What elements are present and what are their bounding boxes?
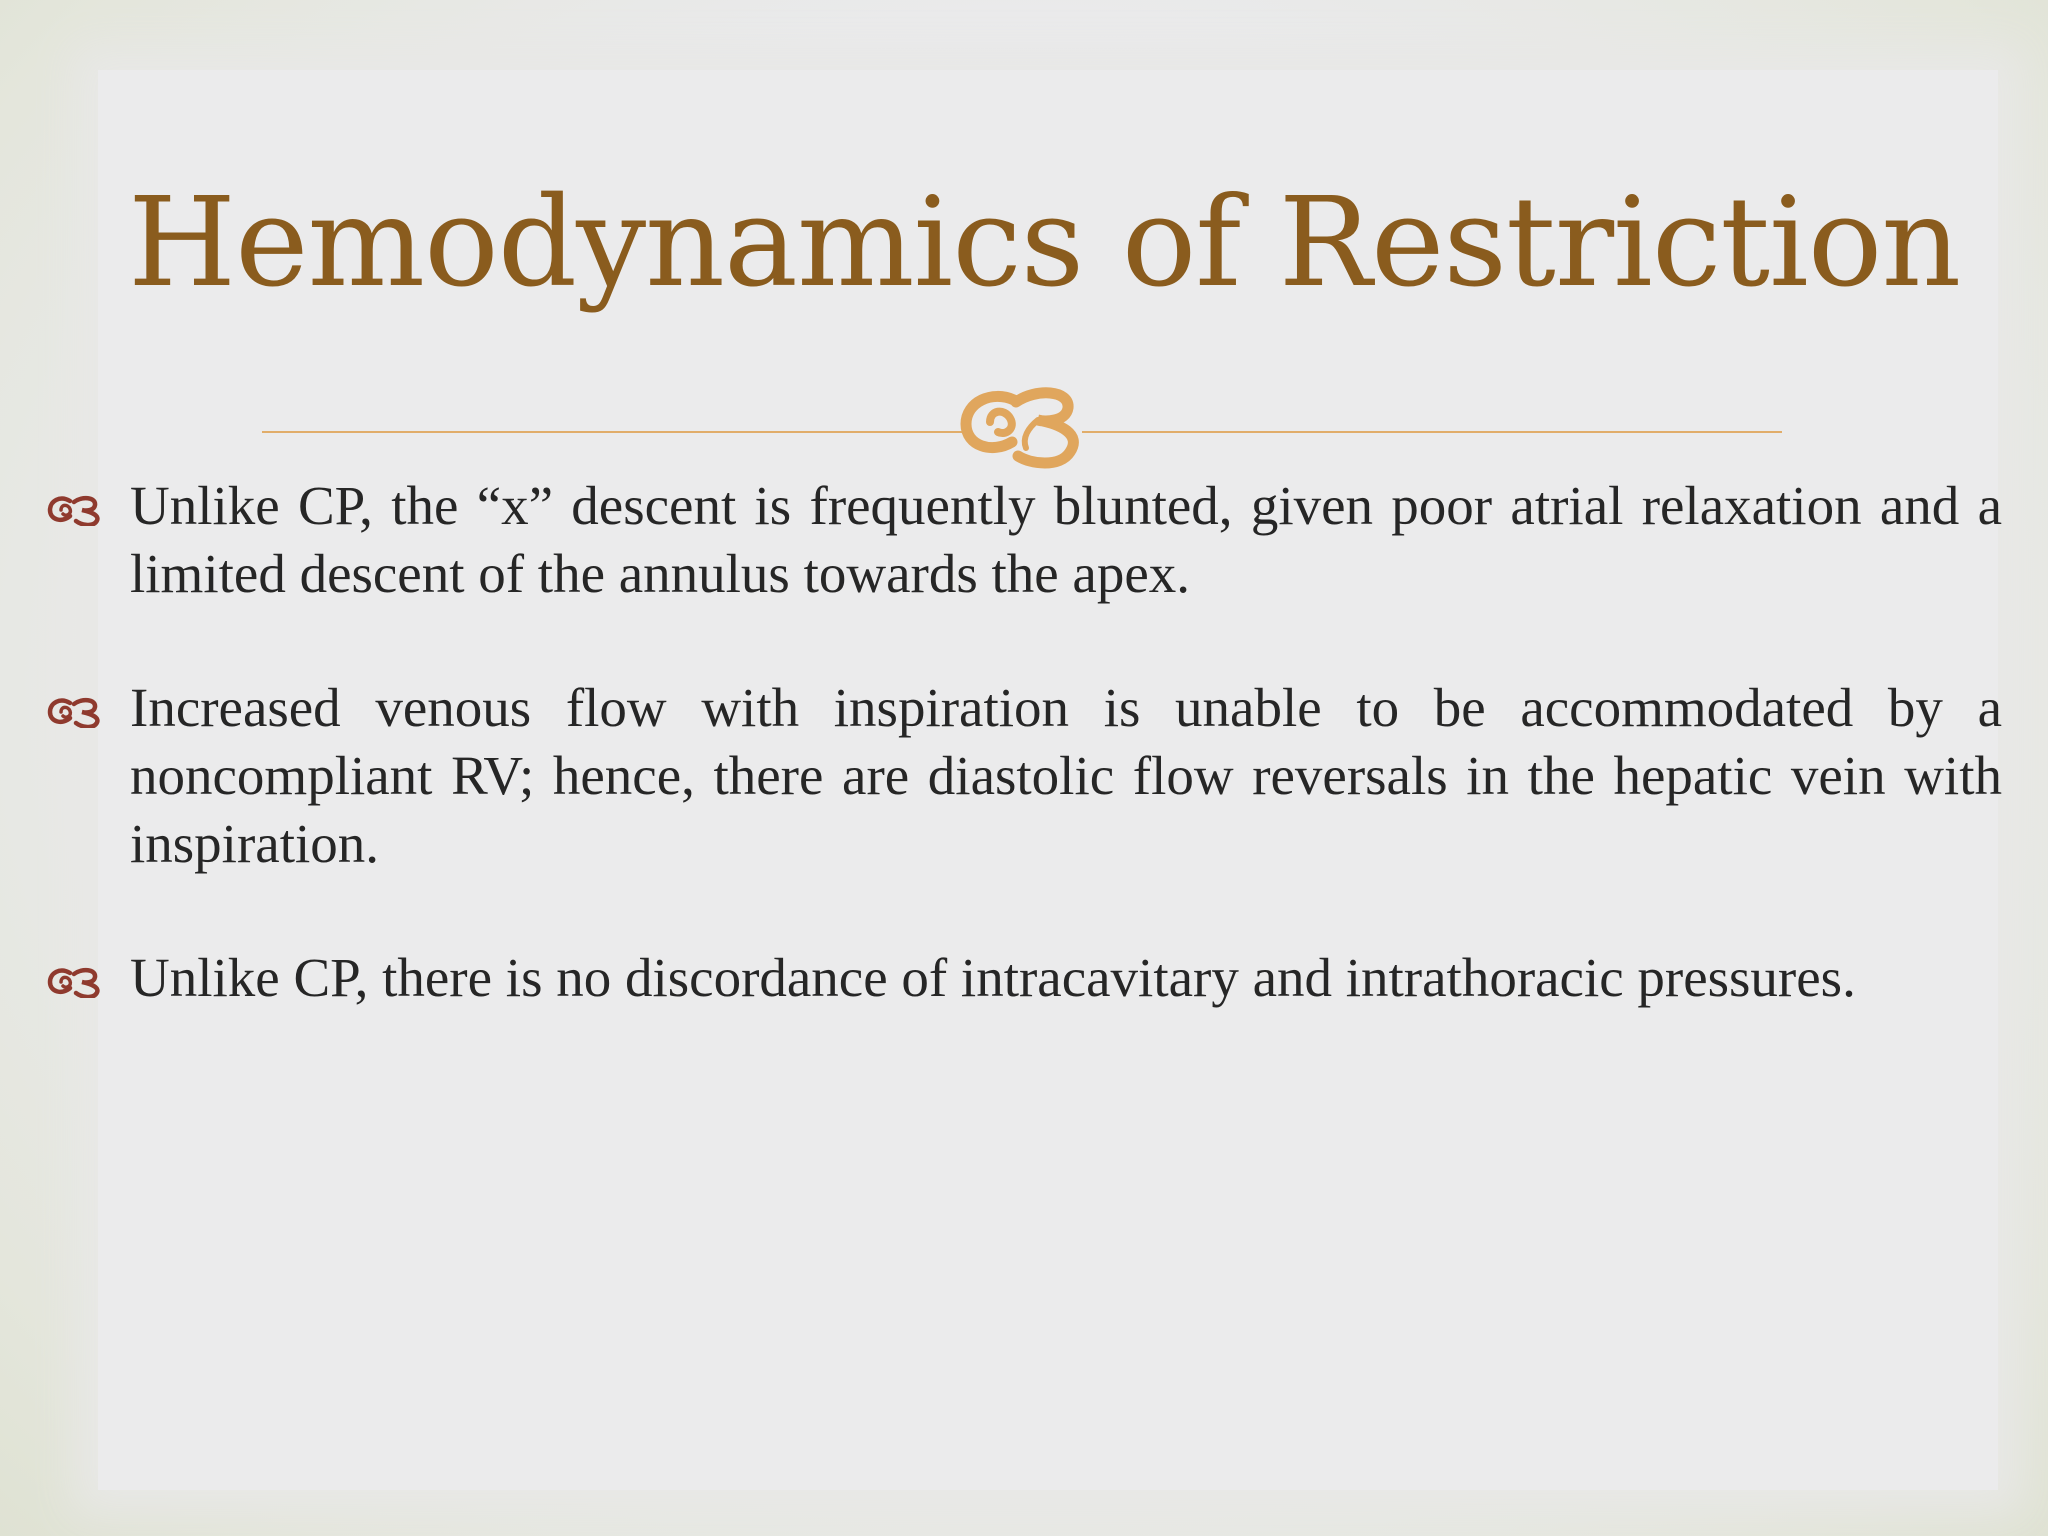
divider-line-right (1082, 431, 1782, 433)
bullet-text: Unlike CP, the “x” descent is frequently blunted, given poor atrial relaxation and a limited descent of the annulus towards the apex. (130, 475, 2002, 604)
curl-bullet-icon (46, 694, 104, 728)
curl-bullet-icon (46, 964, 104, 998)
bullet-item-3 (40, 944, 2002, 1012)
bullet-text: Increased venous flow with inspiration is unable to be accommodated by a noncompliant RV; hence, there are diastolic flow reversals in the hepatic vein with inspiration. (130, 677, 2002, 874)
ornate-flourish-icon (952, 372, 1092, 472)
title-divider (262, 372, 1782, 472)
bullet-item-2 (40, 674, 2002, 878)
divider-line-left (262, 431, 962, 433)
bullet-item-1 (40, 472, 2002, 608)
bullet-text: Unlike CP, there is no discordance of intracavitary and intrathoracic pressures. (130, 947, 1856, 1008)
slide-title: Hemodynamics of Restriction (128, 171, 1961, 315)
bullet-list (40, 472, 2002, 1078)
curl-bullet-icon (46, 492, 104, 526)
